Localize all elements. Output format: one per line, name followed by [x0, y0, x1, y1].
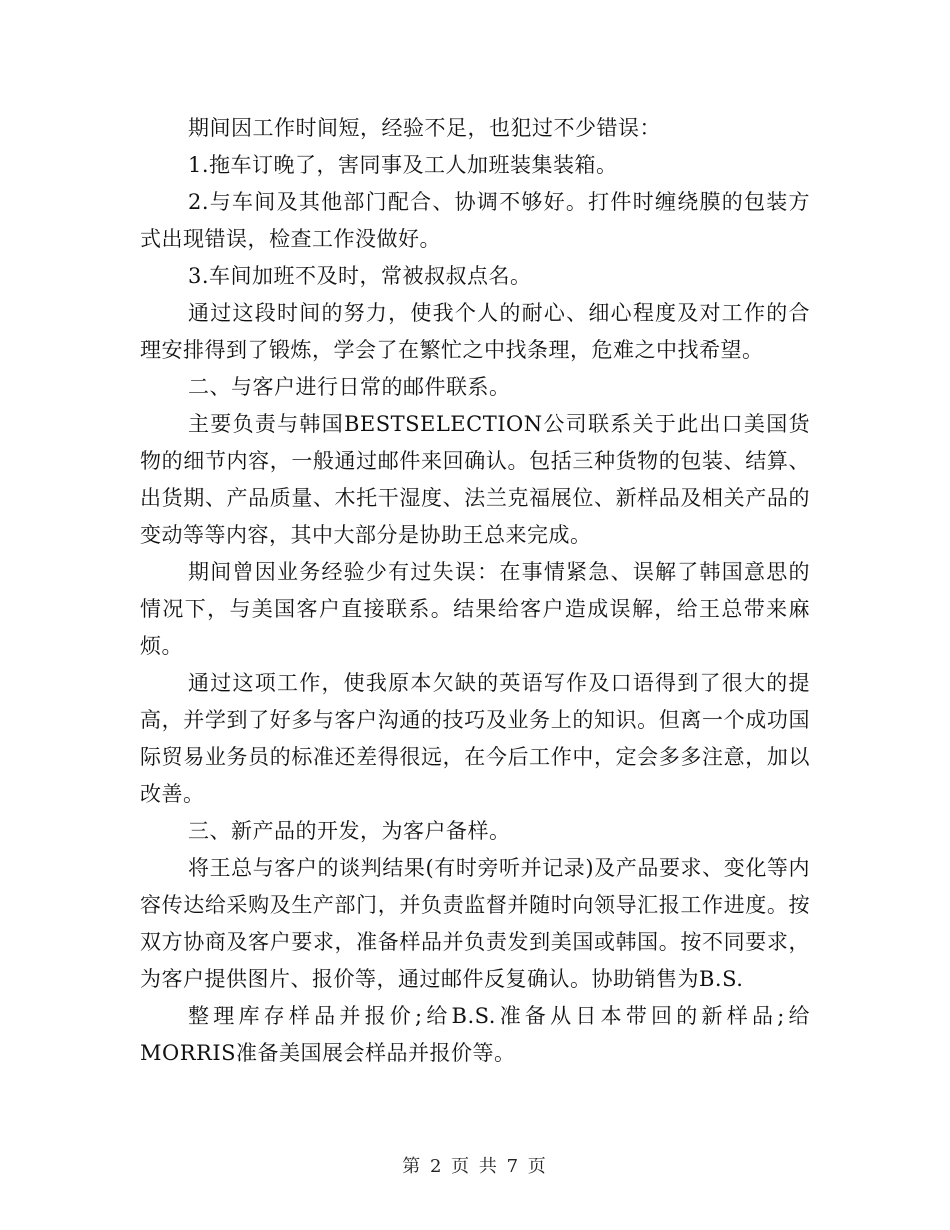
- paragraph-errors-intro: 期间因工作时间短，经验不足，也犯过不少错误：: [188, 116, 661, 140]
- paragraph-reflection-2: 通过这项工作，使我原本欠缺的英语写作及口语得到了很大的提高，并学到了好多与客户沟通的技巧及业务上的知识。但离一个成功国际贸易业务员的标准还差得很远，在今后工作中，定会多多注意，加以改善。: [140, 671, 810, 806]
- section-heading-2: 二、与客户进行日常的邮件联系。: [188, 375, 511, 399]
- section-heading-3: 三、新产品的开发，为客户备样。: [188, 819, 511, 843]
- paragraph-error-1: 1.拖车订晚了，害同事及工人加班装集装箱。: [188, 153, 618, 177]
- paragraph-email-mistakes: 期间曾因业务经验少有过失误：在事情紧急、误解了韩国意思的情况下，与美国客户直接联系。结果给客户造成误解，给王总带来麻烦。: [140, 560, 810, 658]
- paragraph-reflection-1: 通过这段时间的努力，使我个人的耐心、细心程度及对工作的合理安排得到了锻炼，学会了在繁忙之中找条理，危难之中找希望。: [140, 301, 810, 362]
- document-body: [140, 110, 810, 1072]
- paragraph-error-2: 2.与车间及其他部门配合、协调不够好。打件时缠绕膜的包装方式出现错误，检查工作没做好。: [140, 190, 810, 251]
- paragraph-email-duties: 主要负责与韩国BESTSELECTION公司联系关于此出口美国货物的细节内容，一般通过邮件来回确认。包括三种货物的包装、结算、出货期、产品质量、木托干湿度、法兰克福展位、新样品及相关产品的变动等等内容，其中大部分是协助王总来完成。: [140, 412, 810, 547]
- paragraph-product-dev: 将王总与客户的谈判结果(有时旁听并记录)及产品要求、变化等内容传达给采购及生产部门，并负责监督并随时向领导汇报工作进度。按双方协商及客户要求，准备样品并负责发到美国或韩国。按不同要求，为客户提供图片、报价等，通过邮件反复确认。协助销售为B.S.: [140, 856, 810, 991]
- paragraph-error-3: 3.车间加班不及时，常被叔叔点名。: [188, 264, 532, 288]
- page-number-footer: 第 2 页 共 7 页: [402, 1156, 548, 1177]
- paragraph-samples: 整理库存样品并报价;给B.S.准备从日本带回的新样品;给MORRIS准备美国展会样品并报价等。: [140, 1004, 810, 1065]
